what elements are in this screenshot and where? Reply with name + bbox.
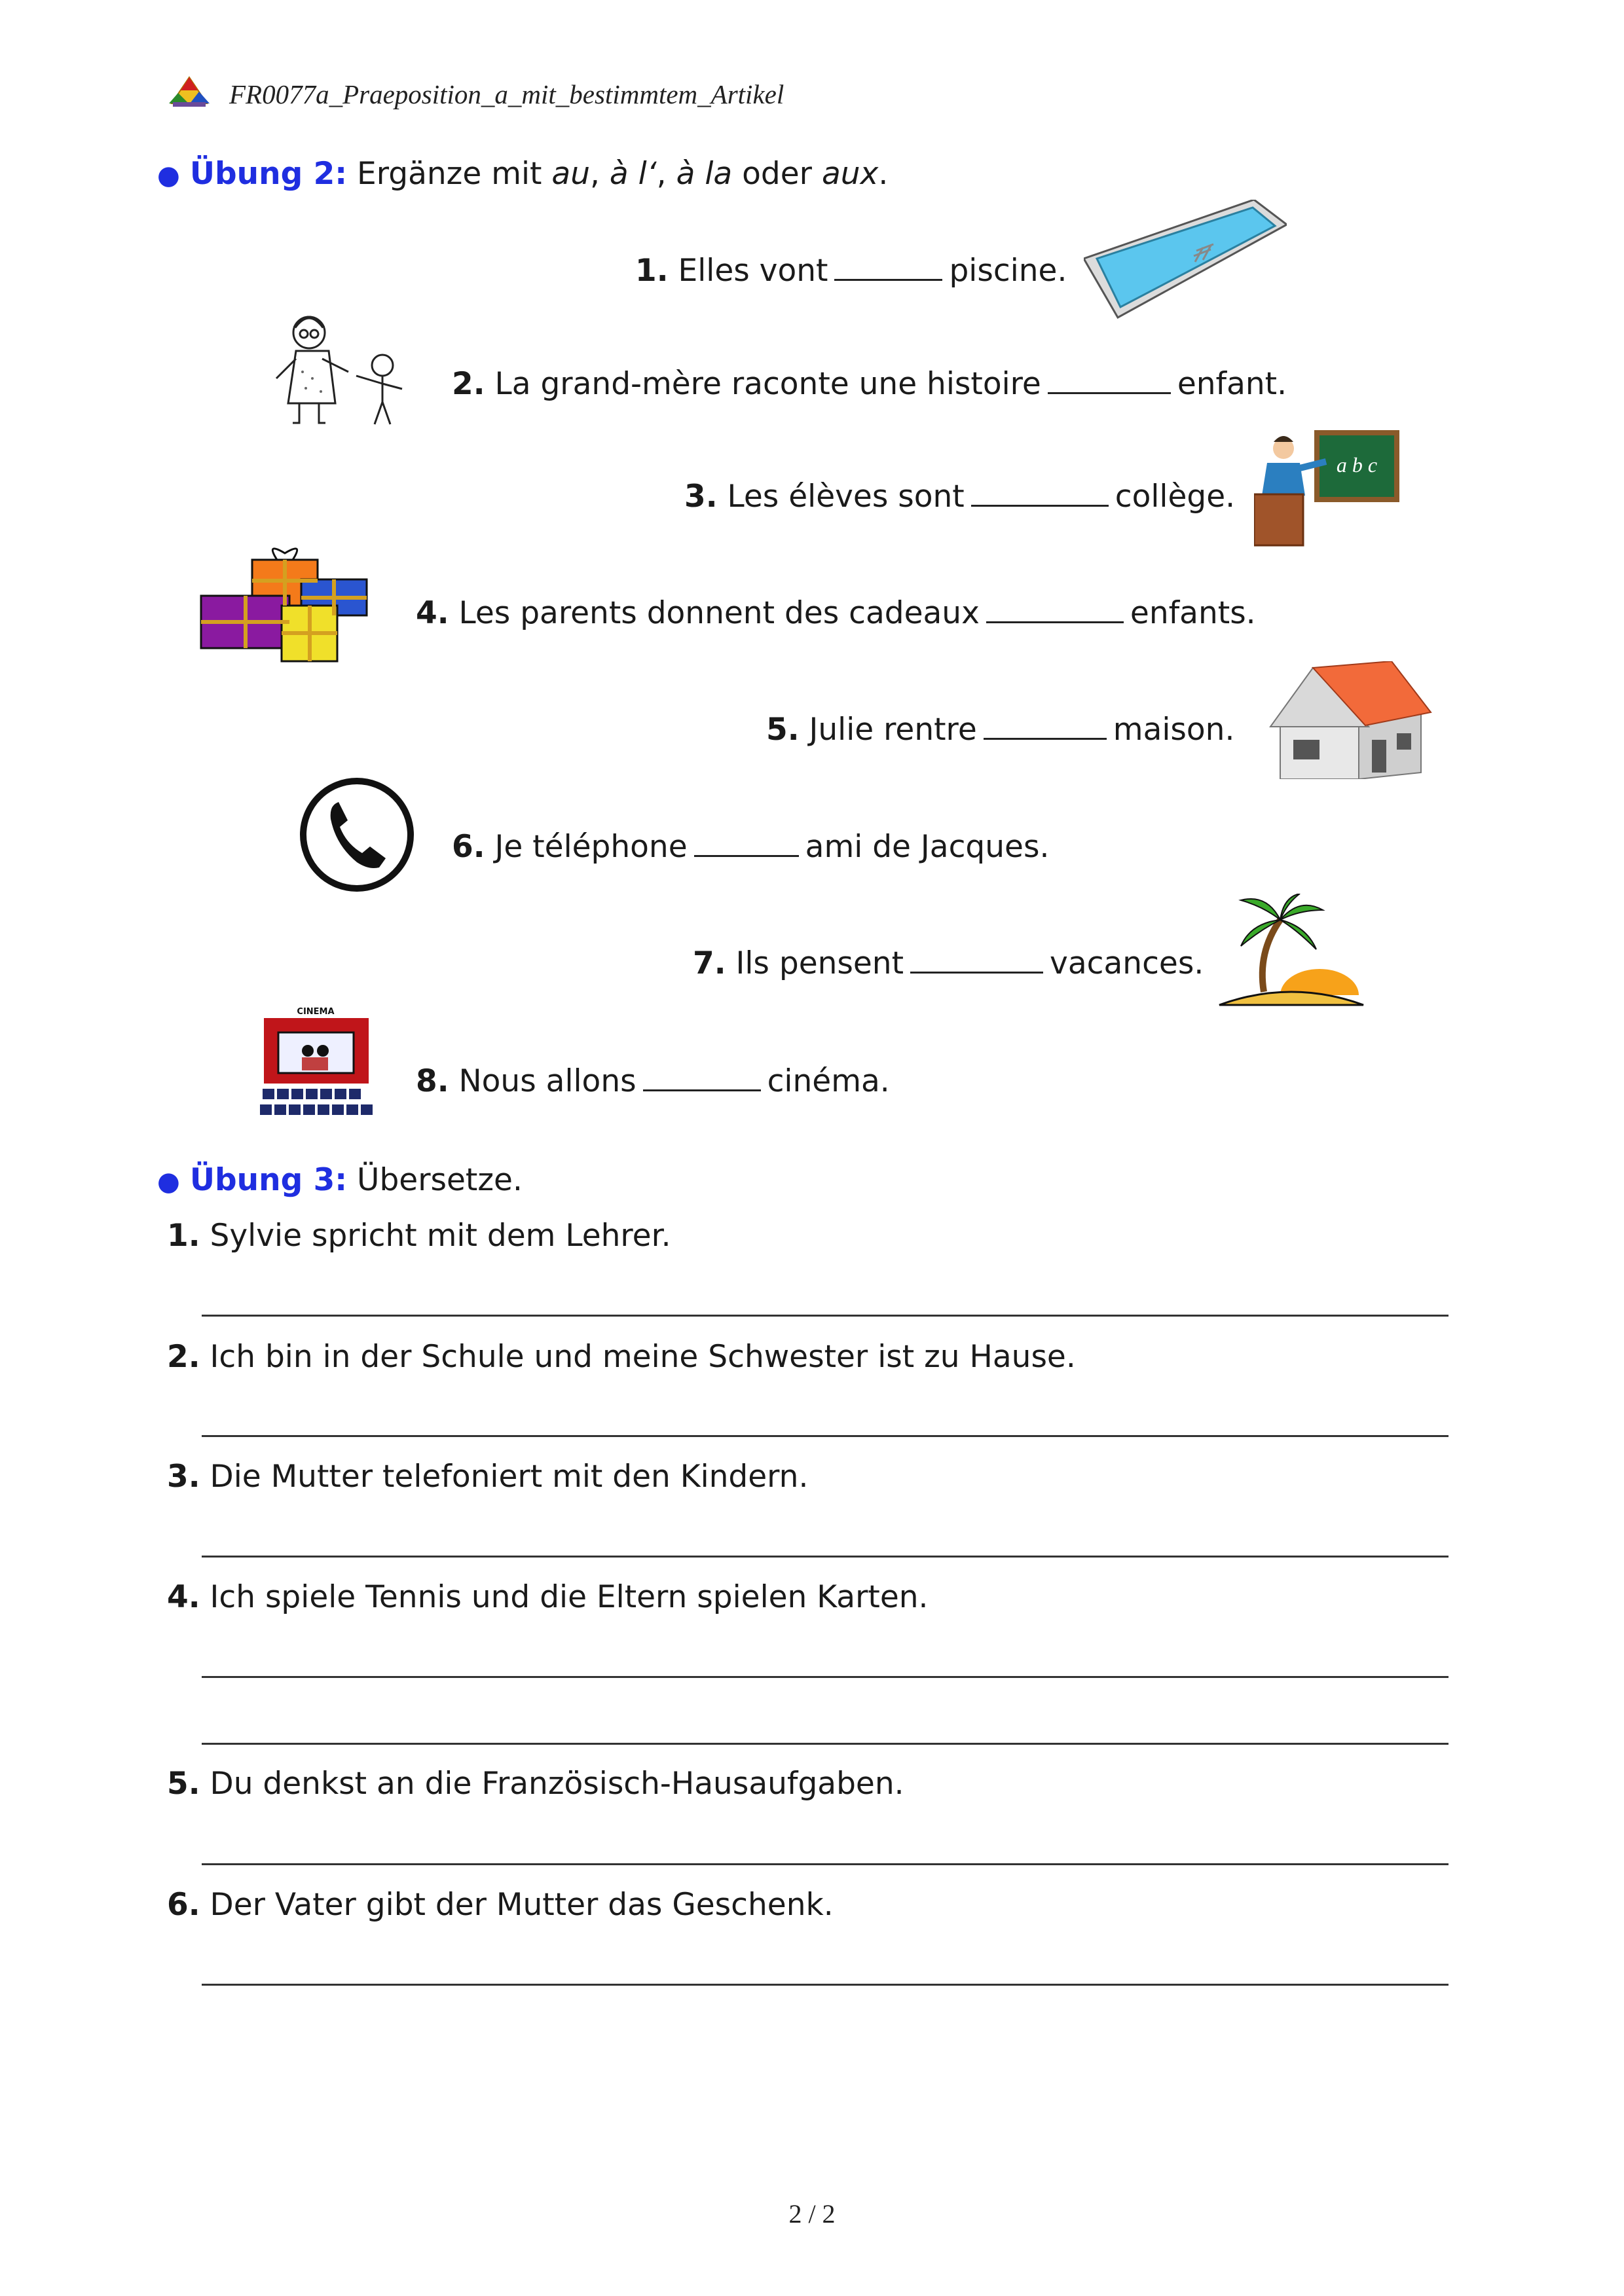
sentence-end: vacances. — [1050, 945, 1204, 981]
exercise2-item — [416, 592, 1256, 631]
translation-item — [167, 1766, 904, 1802]
separator: , — [656, 156, 667, 192]
sentence-start: Ils pensent — [735, 945, 904, 981]
exercise2-item — [416, 1061, 890, 1099]
exercise2-item — [635, 250, 1067, 289]
board-text: a b c — [1336, 453, 1378, 477]
answer-line[interactable] — [202, 1863, 1449, 1865]
sentence-end: collège. — [1115, 479, 1236, 515]
item-number: 6. — [452, 829, 485, 865]
exercise2-heading — [157, 156, 888, 192]
option-au: au — [551, 156, 591, 192]
sentence-start: Les parents donnent des cadeaux — [458, 595, 980, 631]
gifts-icon — [200, 540, 373, 665]
sentence-end: enfants. — [1130, 595, 1256, 631]
sentence-end: piscine. — [949, 253, 1067, 289]
translation-sentence: Der Vater gibt der Mutter das Geschenk. — [210, 1887, 834, 1923]
translation-item — [167, 1579, 928, 1615]
sentence-start: Je téléphone — [494, 829, 688, 865]
answer-blank[interactable] — [643, 1061, 761, 1091]
item-number: 5. — [167, 1766, 200, 1802]
cinema-sign: CINEMA — [297, 1007, 335, 1017]
answer-line[interactable] — [202, 1743, 1449, 1745]
teacher-blackboard-icon — [1254, 429, 1401, 547]
option-aux: aux — [821, 156, 879, 192]
answer-blank[interactable] — [834, 250, 942, 281]
swimming-pool-icon — [1084, 200, 1287, 321]
item-number: 4. — [416, 595, 449, 631]
translation-sentence: Die Mutter telefoniert mit den Kindern. — [210, 1459, 809, 1495]
translation-sentence: Du denkst an die Französisch-Hausaufgaben. — [210, 1766, 904, 1802]
sentence-end: cinéma. — [767, 1063, 890, 1099]
house-icon — [1267, 661, 1437, 779]
translation-sentence: Ich bin in der Schule und meine Schwester ist zu Hause. — [210, 1339, 1076, 1375]
word-oder: oder — [742, 156, 812, 192]
sentence-start: Nous allons — [458, 1063, 637, 1099]
answer-blank[interactable] — [1048, 363, 1171, 394]
exercise2-instruction: Ergänze mit — [357, 156, 542, 192]
item-number: 2. — [167, 1339, 200, 1375]
sentence-start: Elles vont — [678, 253, 828, 289]
item-number: 1. — [635, 253, 669, 289]
mountain-logo-icon — [169, 76, 210, 107]
exercise2-item — [452, 826, 1049, 865]
answer-line[interactable] — [202, 1676, 1449, 1678]
item-number: 6. — [167, 1887, 200, 1923]
item-number: 7. — [693, 945, 726, 981]
exercise3-instruction: Übersetze. — [357, 1162, 523, 1198]
sentence-end: maison. — [1113, 712, 1235, 748]
translation-sentence: Sylvie spricht mit dem Lehrer. — [210, 1218, 671, 1254]
answer-line[interactable] — [202, 1984, 1449, 1986]
answer-blank[interactable] — [986, 592, 1124, 623]
answer-line[interactable] — [202, 1315, 1449, 1317]
option-a-la: à la — [676, 156, 733, 192]
translation-item — [167, 1887, 834, 1923]
exercise2-item — [766, 709, 1234, 748]
translation-sentence: Ich spiele Tennis und die Eltern spielen Karten. — [210, 1579, 929, 1615]
page-number: 2 / 2 — [788, 2199, 836, 2229]
bullet: ● — [157, 1167, 180, 1197]
answer-line[interactable] — [202, 1435, 1449, 1437]
item-number: 5. — [766, 712, 800, 748]
translation-item — [167, 1459, 808, 1495]
item-number: 1. — [167, 1218, 200, 1254]
item-number: 3. — [167, 1459, 200, 1495]
bullet: ● — [157, 160, 180, 191]
answer-blank[interactable] — [694, 826, 799, 857]
translation-item — [167, 1218, 671, 1254]
period: . — [878, 156, 889, 192]
separator: , — [590, 156, 600, 192]
sentence-start: Julie rentre — [809, 712, 977, 748]
item-number: 4. — [167, 1579, 200, 1615]
option-a-l: à l‘ — [609, 156, 657, 192]
telephone-icon — [298, 776, 416, 894]
exercise3-label: Übung 3: — [189, 1162, 348, 1198]
exercise3-heading — [157, 1162, 523, 1198]
item-number: 3. — [684, 479, 718, 515]
answer-blank[interactable] — [971, 476, 1109, 507]
grandmother-child-icon — [270, 313, 417, 431]
sentence-end: enfant. — [1177, 366, 1287, 402]
exercise2-label: Übung 2: — [189, 156, 348, 192]
answer-blank[interactable] — [984, 709, 1107, 740]
document-title: FR0077a_Praeposition_a_mit_bestimmtem_Artikel — [229, 79, 784, 109]
sentence-start: La grand-mère raconte une histoire — [494, 366, 1041, 402]
sentence-end: ami de Jacques. — [805, 829, 1050, 865]
translation-item — [167, 1339, 1076, 1375]
sentence-start: Les élèves sont — [727, 479, 965, 515]
exercise2-item — [684, 476, 1235, 515]
item-number: 8. — [416, 1063, 449, 1099]
answer-line[interactable] — [202, 1556, 1449, 1558]
item-number: 2. — [452, 366, 485, 402]
cinema-icon — [259, 1005, 373, 1126]
exercise2-item — [693, 943, 1204, 981]
answer-blank[interactable] — [910, 943, 1043, 974]
exercise2-item — [452, 363, 1287, 402]
island-palm-icon — [1218, 894, 1369, 1011]
